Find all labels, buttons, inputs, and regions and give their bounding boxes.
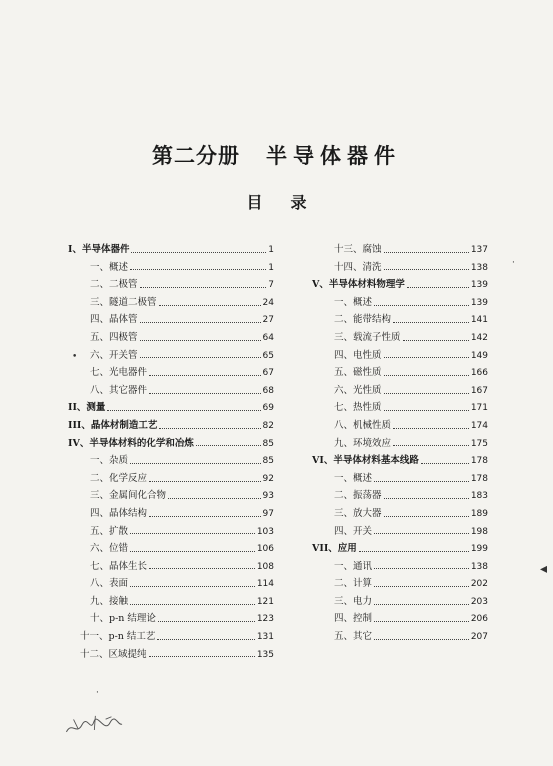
toc-entry-label: 七、光电器件 <box>90 367 148 379</box>
toc-entry-label: I、半导体器件 <box>68 244 130 255</box>
toc-entry <box>312 347 488 365</box>
toc-entry <box>68 610 274 628</box>
toc-entry-label: 二、振荡器 <box>334 490 382 502</box>
leader-dots <box>374 305 469 306</box>
toc-entry-page: 139 <box>470 280 488 291</box>
contents-heading: 目录 <box>246 193 335 212</box>
toc-entry-label: 一、通讯 <box>334 560 373 572</box>
toc-entry-page: 137 <box>470 245 488 255</box>
toc-entry-label: 一、概述 <box>334 472 373 484</box>
leader-dots <box>149 375 261 376</box>
toc-entry-label: 六、开关管 <box>90 349 138 361</box>
leader-dots <box>403 340 469 341</box>
toc-entry-page: 1 <box>268 262 274 273</box>
leader-dots <box>130 533 255 534</box>
toc-entry-page: 198 <box>470 526 488 537</box>
toc-entry-label: 六、位错 <box>90 543 129 555</box>
toc-entry-page: 178 <box>470 473 488 484</box>
toc-entry <box>68 435 274 453</box>
toc-entry-page: 167 <box>470 385 488 396</box>
toc-entry-page: 206 <box>470 614 488 625</box>
toc-entry-page: 85 <box>262 438 274 449</box>
toc-entry <box>312 435 488 453</box>
leader-dots <box>359 551 469 552</box>
leader-dots <box>393 445 469 446</box>
toc-entry <box>68 575 274 593</box>
toc-entry-label: III、晶体材制造工艺 <box>68 419 158 431</box>
leader-dots <box>384 269 469 270</box>
toc-entry <box>312 628 488 646</box>
toc-entry-page: 114 <box>256 579 274 590</box>
toc-entry-label: 三、金属间化合物 <box>90 490 167 502</box>
leader-dots <box>140 357 261 358</box>
toc-entry-page: 141 <box>470 315 488 326</box>
leader-dots <box>407 287 469 288</box>
toc-entry-label: 三、放大器 <box>334 507 382 519</box>
toc-entry <box>68 593 274 611</box>
toc-entry-label: 四、晶体结构 <box>90 507 148 519</box>
toc-entry-page: 142 <box>470 332 488 343</box>
leader-dots <box>374 568 469 569</box>
leader-dots <box>374 586 469 587</box>
toc-left-column <box>68 241 274 663</box>
toc-entry <box>68 347 274 365</box>
leader-dots <box>374 481 469 482</box>
toc-entry-page: 174 <box>470 420 488 431</box>
leader-dots <box>384 410 469 411</box>
toc-entry-page: 189 <box>470 508 488 519</box>
toc-entry-page: 24 <box>262 297 274 308</box>
toc-entry <box>312 276 488 294</box>
toc-entry <box>68 364 274 382</box>
toc-entry-page: 149 <box>470 350 488 361</box>
leader-dots <box>149 516 261 517</box>
toc-entry-page: 175 <box>470 438 488 449</box>
leader-dots <box>130 586 255 587</box>
leader-dots <box>384 498 469 499</box>
toc-entry <box>312 575 488 593</box>
toc-entry <box>68 329 274 347</box>
toc-entry-label: 六、光性质 <box>334 384 382 396</box>
toc-entry <box>312 610 488 628</box>
leader-dots <box>196 445 261 446</box>
toc-entry-label: 二、二极管 <box>90 279 138 291</box>
toc-right-column <box>312 241 488 646</box>
toc-entry <box>68 646 274 664</box>
toc-entry-page: 203 <box>470 596 488 607</box>
toc-entry-label: 一、概述 <box>334 296 373 308</box>
scan-mark: ◂ <box>540 561 548 577</box>
toc-entry <box>312 399 488 417</box>
toc-entry-page: 103 <box>256 526 274 537</box>
toc-entry-label: 十、p-n 结理论 <box>90 613 156 625</box>
toc-entry-page: 7 <box>268 280 274 291</box>
toc-entry-label: 二、能带结构 <box>334 314 392 326</box>
leader-dots <box>149 393 261 394</box>
toc-entry-label: 三、隧道二极管 <box>90 296 157 308</box>
toc-entry-label: 五、其它 <box>334 631 373 643</box>
leader-dots <box>149 568 255 569</box>
toc-entry <box>68 259 274 277</box>
toc-entry-label: 五、磁性质 <box>334 367 382 379</box>
toc-entry-label: 三、载流子性质 <box>334 331 401 343</box>
leader-dots <box>393 322 469 323</box>
toc-entry-page: 69 <box>262 403 274 414</box>
toc-entry-page: 85 <box>262 456 274 467</box>
toc-entry <box>312 259 488 277</box>
leader-dots <box>168 498 261 499</box>
title-volume: 第二分册 <box>152 143 240 168</box>
toc-entry-page: 92 <box>262 473 274 484</box>
toc-entry-label: 一、杂质 <box>90 455 129 467</box>
toc-entry <box>312 294 488 312</box>
toc-entry-page: 183 <box>470 491 488 502</box>
toc-entry <box>312 593 488 611</box>
toc-entry <box>312 487 488 505</box>
leader-dots <box>374 621 469 622</box>
scan-mark: · <box>512 258 515 268</box>
toc-entry-label: II、测量 <box>68 402 106 414</box>
toc-entry <box>68 628 274 646</box>
leader-dots <box>149 481 261 482</box>
toc-entry-page: 64 <box>262 332 274 343</box>
toc-entry <box>68 382 274 400</box>
toc-entry-page: 123 <box>256 614 274 625</box>
book-title <box>0 140 553 170</box>
toc-entry <box>312 505 488 523</box>
toc-entry-label: 八、表面 <box>90 578 129 590</box>
toc-entry-label: 八、其它器件 <box>90 384 148 396</box>
toc-entry-page: 139 <box>470 297 488 308</box>
toc-entry <box>68 417 274 435</box>
toc-entry-label: 十三、腐蚀 <box>334 244 382 255</box>
leader-dots <box>140 322 261 323</box>
toc-entry-label: VII、应用 <box>312 543 357 555</box>
toc-entry-page: 199 <box>470 544 488 555</box>
toc-entry-label: 五、四极管 <box>90 331 138 343</box>
toc-entry <box>312 540 488 558</box>
toc-entry-label: 四、晶体管 <box>90 314 138 326</box>
toc-entry-page: 178 <box>470 456 488 467</box>
toc-entry-page: 207 <box>470 632 488 643</box>
toc-entry-label: 三、电力 <box>334 595 373 607</box>
leader-dots <box>158 621 255 622</box>
toc-entry-label: 十四、清洗 <box>334 261 382 273</box>
title-subject: 半导体器件 <box>266 143 401 168</box>
handwritten-signature <box>63 710 125 740</box>
toc-entry <box>312 364 488 382</box>
toc-entry <box>312 311 488 329</box>
toc-entry-page: 138 <box>470 561 488 572</box>
toc-entry <box>68 311 274 329</box>
toc-entry-page: 171 <box>470 403 488 414</box>
leader-dots <box>131 252 266 253</box>
toc-entry-page: 93 <box>262 491 274 502</box>
toc-entry <box>312 558 488 576</box>
toc-entry-page: 108 <box>256 561 274 572</box>
leader-dots <box>374 639 469 640</box>
leader-dots <box>159 428 260 429</box>
toc-entry-page: 138 <box>470 262 488 273</box>
toc-entry <box>68 276 274 294</box>
toc-entry-page: 131 <box>256 632 274 643</box>
toc-entry <box>68 470 274 488</box>
leader-dots <box>140 340 261 341</box>
toc-entry <box>68 523 274 541</box>
leader-dots <box>393 428 469 429</box>
toc-entry-label: 七、热性质 <box>334 402 382 414</box>
leader-dots <box>384 357 469 358</box>
toc-entry <box>68 241 274 259</box>
toc-entry-page: 67 <box>262 368 274 379</box>
leader-dots <box>157 639 254 640</box>
toc-entry <box>68 399 274 417</box>
toc-entry <box>312 470 488 488</box>
toc-entry-label: 一、概述 <box>90 261 129 273</box>
toc-entry-label: 二、化学反应 <box>90 472 148 484</box>
toc-entry-label: 十一、p-n 结工艺 <box>80 631 156 643</box>
leader-dots <box>421 463 469 464</box>
leader-dots <box>130 463 261 464</box>
scan-mark: · <box>96 688 99 698</box>
leader-dots <box>140 287 267 288</box>
toc-entry-label: 十二、区域提纯 <box>80 648 147 660</box>
toc-entry-label: 四、开关 <box>334 525 373 537</box>
toc-entry-label: V、半导体材料物理学 <box>312 279 405 291</box>
toc-entry <box>312 382 488 400</box>
toc-entry <box>312 452 488 470</box>
toc-entry-page: 65 <box>262 350 274 361</box>
toc-entry <box>68 452 274 470</box>
toc-entry <box>68 487 274 505</box>
toc-entry-label: 七、晶体生长 <box>90 560 148 572</box>
toc-entry-label: VI、半导体材料基本线路 <box>312 455 419 467</box>
leader-dots <box>384 252 469 253</box>
toc-entry-page: 202 <box>470 579 488 590</box>
toc-entry-page: 82 <box>262 420 274 431</box>
toc-entry-label: 四、电性质 <box>334 349 382 361</box>
leader-dots <box>130 269 266 270</box>
leader-dots <box>107 410 260 411</box>
leader-dots <box>374 604 469 605</box>
toc-entry <box>68 505 274 523</box>
leader-dots <box>159 305 261 306</box>
toc-entry <box>68 558 274 576</box>
toc-entry <box>312 329 488 347</box>
leader-dots <box>384 393 469 394</box>
toc-entry-label: 九、接触 <box>90 595 129 607</box>
toc-entry-page: 166 <box>470 368 488 379</box>
leader-dots <box>130 604 255 605</box>
toc-entry-page: 121 <box>256 596 274 607</box>
toc-entry <box>68 294 274 312</box>
toc-entry <box>312 417 488 435</box>
toc-entry-page: 106 <box>256 544 274 555</box>
toc-entry-label: IV、半导体材料的化学和冶炼 <box>68 437 194 449</box>
toc-entry-label: 九、环境效应 <box>334 437 392 449</box>
toc-entry-label: 二、计算 <box>334 578 373 590</box>
leader-dots <box>374 533 469 534</box>
toc-entry-page: 1 <box>268 245 274 255</box>
toc-entry-label: 八、机械性质 <box>334 419 392 431</box>
toc-entry-page: 27 <box>262 315 274 326</box>
toc-entry <box>68 540 274 558</box>
toc-entry <box>312 241 488 259</box>
toc-entry-label: 四、控制 <box>334 613 373 625</box>
toc-entry-page: 97 <box>262 508 274 519</box>
toc-entry-page: 135 <box>256 649 274 660</box>
leader-dots <box>149 656 255 657</box>
leader-dots <box>130 551 255 552</box>
toc-entry-label: 五、扩散 <box>90 525 129 537</box>
scan-mark: • <box>72 352 78 362</box>
toc-entry-page: 68 <box>262 385 274 396</box>
leader-dots <box>384 375 469 376</box>
leader-dots <box>384 516 469 517</box>
toc-entry <box>312 523 488 541</box>
